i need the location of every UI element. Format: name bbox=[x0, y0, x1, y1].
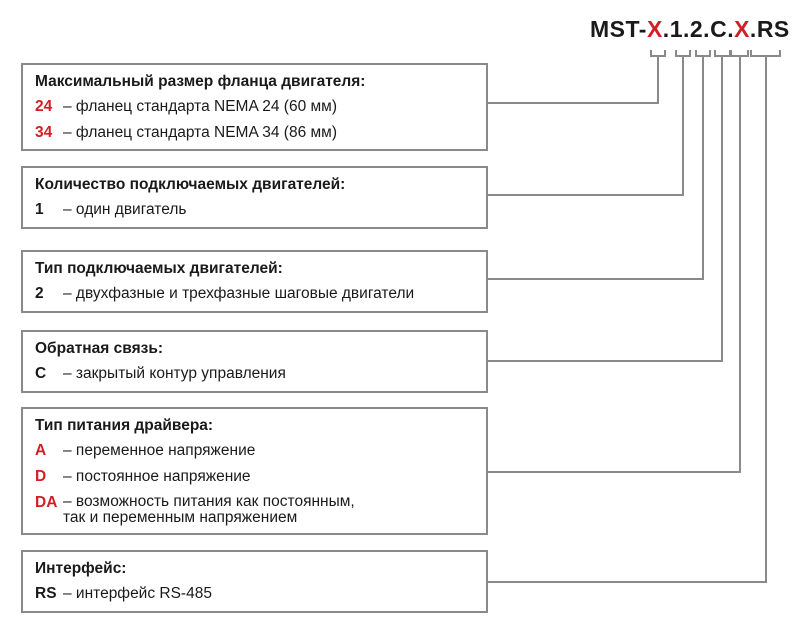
motor-type-box bbox=[21, 250, 488, 313]
code-interface: RS bbox=[756, 16, 790, 42]
option-desc: – возможность питания как постоянным, так и переменным напряжением bbox=[63, 493, 355, 526]
bracket-feedback bbox=[715, 50, 730, 56]
code-dot: . bbox=[727, 16, 735, 42]
leader-flange bbox=[488, 56, 658, 103]
option-key: 1 bbox=[35, 201, 44, 218]
feedback-title: Обратная связь: bbox=[35, 340, 164, 357]
list-item bbox=[35, 98, 486, 116]
bracket-interface bbox=[751, 50, 780, 56]
code-prefix: MST- bbox=[590, 16, 647, 42]
code-dot: . bbox=[682, 16, 690, 42]
leader-interface bbox=[488, 56, 766, 582]
leader-feedback bbox=[488, 56, 722, 361]
option-desc: – фланец стандарта NEMA 34 (86 мм) bbox=[63, 124, 337, 141]
bracket-motors bbox=[676, 50, 690, 56]
option-key: 24 bbox=[35, 98, 53, 115]
motor-count-box bbox=[21, 166, 488, 229]
code-type: 2 bbox=[689, 16, 704, 42]
list-item bbox=[35, 285, 486, 303]
option-key: A bbox=[35, 442, 47, 459]
option-key: D bbox=[35, 468, 47, 485]
option-key: С bbox=[35, 365, 47, 382]
code-flange-placeholder: X bbox=[646, 16, 663, 42]
code-feedback: C bbox=[710, 16, 728, 42]
option-key: 34 bbox=[35, 124, 53, 141]
bracket-type bbox=[696, 50, 710, 56]
option-desc: – переменное напряжение bbox=[63, 442, 256, 459]
leader-motors bbox=[488, 56, 683, 195]
bracket-flange bbox=[651, 50, 665, 56]
option-desc: – двухфазные и трехфазные шаговые двигатели bbox=[63, 285, 415, 302]
list-item bbox=[35, 201, 486, 219]
interface-title: Интерфейс: bbox=[35, 560, 127, 577]
list-item bbox=[35, 365, 486, 383]
list-item bbox=[35, 442, 486, 460]
bracket-power bbox=[731, 50, 748, 56]
code-power-placeholder: X bbox=[734, 16, 750, 42]
feedback-box bbox=[21, 330, 488, 393]
option-desc: – один двигатель bbox=[63, 201, 187, 218]
flange-title: Максимальный размер фланца двигателя: bbox=[35, 73, 366, 90]
option-key: RS bbox=[35, 585, 57, 602]
option-desc: – интерфейс RS-485 bbox=[63, 585, 212, 602]
power-supply-box bbox=[21, 407, 488, 535]
option-key: DA bbox=[35, 494, 58, 511]
motors-title: Количество подключаемых двигателей: bbox=[35, 176, 346, 193]
leader-type bbox=[488, 56, 703, 279]
interface-box bbox=[21, 550, 488, 613]
list-item bbox=[35, 468, 486, 486]
list-item bbox=[35, 585, 486, 603]
code-dot: . bbox=[662, 16, 670, 42]
option-desc: – постоянное напряжение bbox=[63, 468, 251, 485]
option-desc: – фланец стандарта NEMA 24 (60 мм) bbox=[63, 98, 337, 115]
type-title: Тип подключаемых двигателей: bbox=[35, 260, 283, 277]
option-desc: – закрытый контур управления bbox=[63, 365, 286, 382]
code-motors: 1 bbox=[669, 16, 683, 42]
code-dot: . bbox=[749, 16, 757, 42]
list-item bbox=[35, 494, 486, 526]
list-item bbox=[35, 124, 486, 142]
power-title: Тип питания драйвера: bbox=[35, 417, 214, 434]
flange-size-box bbox=[21, 63, 488, 151]
code-dot: . bbox=[703, 16, 711, 42]
option-key: 2 bbox=[35, 285, 44, 302]
